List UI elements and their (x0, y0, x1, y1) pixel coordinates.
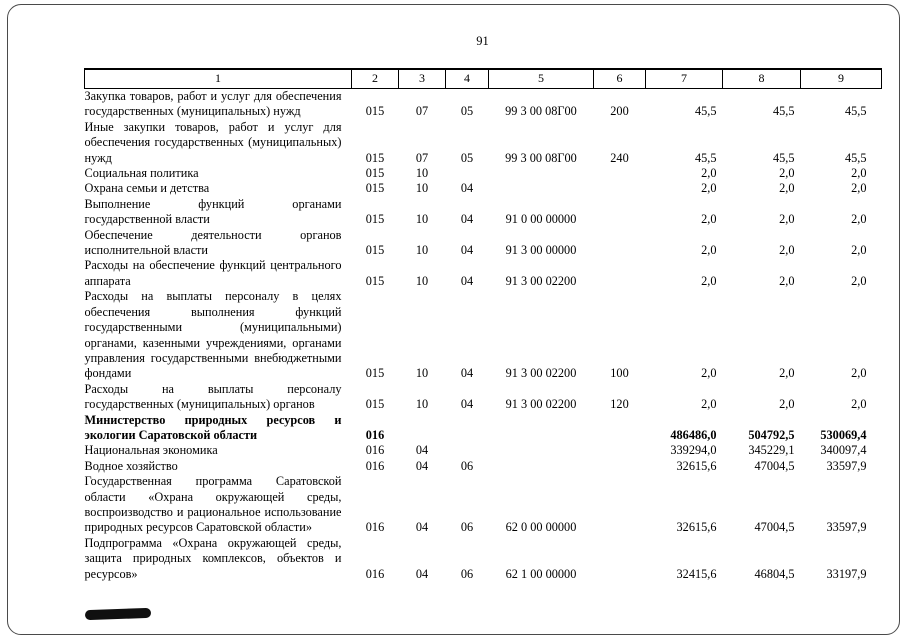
row-description: Подпрограмма «Охрана окружающей среды, защита природных комплексов, объектов и ресурсов» (84, 535, 342, 581)
row-cell: 33597,9 (826, 520, 867, 535)
table-row (85, 120, 882, 166)
row-cell: 99 3 00 08Г00 (505, 150, 577, 165)
table-header (85, 69, 882, 89)
table-row (85, 166, 882, 181)
row-cell: 120 (610, 397, 629, 412)
row-description: Расходы на выплаты персоналу в целях обеспечения выполнения функций государственными (муниципальными) органами, казенными учреждениями, органами управления государственными внебюджетными фондами (84, 289, 342, 381)
row-cell: 015 (365, 104, 385, 119)
row-cell (489, 443, 594, 458)
row-cell: 015 (365, 243, 385, 258)
row-cell: 91 3 00 00000 (505, 243, 577, 258)
row-description: Выполнение функций органами государственной власти (84, 196, 342, 227)
row-cell: 06 (460, 458, 474, 473)
row-cell (594, 166, 646, 181)
row-cell: 015 (365, 166, 385, 181)
row-description: Расходы на выплаты персоналу государственных (муниципальных) органов (84, 381, 342, 412)
column-header-2: 2 (352, 69, 399, 89)
row-cell: 486486,0 (670, 427, 717, 442)
row-cell: 530069,4 (820, 427, 867, 442)
row-cell: 62 1 00 00000 (505, 566, 577, 581)
row-description: Министерство природных ресурсов и экологии Саратовской области (84, 412, 342, 442)
row-cell: 10 (415, 181, 429, 196)
row-cell: 33597,9 (826, 458, 867, 473)
row-cell: 32615,6 (676, 520, 717, 535)
row-cell: 04 (460, 212, 474, 227)
row-cell (489, 166, 594, 181)
row-cell (594, 197, 646, 228)
row-cell (446, 166, 489, 181)
row-description: Охрана семьи и детства (84, 181, 210, 196)
row-cell: 2,0 (851, 166, 867, 181)
table-row (85, 536, 882, 582)
row-cell: 45,5 (772, 104, 795, 119)
row-cell: 340097,4 (820, 443, 867, 458)
row-cell: 05 (460, 104, 474, 119)
row-cell (594, 228, 646, 259)
table-row (85, 289, 882, 381)
row-cell: 2,0 (851, 397, 867, 412)
row-cell: 10 (415, 397, 429, 412)
row-cell: 04 (415, 520, 429, 535)
row-cell: 10 (415, 212, 429, 227)
row-cell: 45,5 (772, 150, 795, 165)
row-cell: 62 0 00 00000 (505, 520, 577, 535)
row-cell: 32415,6 (676, 566, 717, 581)
row-cell: 10 (415, 273, 429, 288)
table-header-row (85, 69, 882, 89)
row-cell: 91 0 00 00000 (505, 212, 577, 227)
row-cell: 2,0 (851, 212, 867, 227)
row-cell (446, 413, 489, 444)
row-cell: 33197,9 (826, 566, 867, 581)
row-cell: 015 (365, 150, 385, 165)
row-cell: 45,5 (844, 104, 867, 119)
row-description: Закупка товаров, работ и услуг для обеспечения государственных (муниципальных) нужд (84, 89, 342, 119)
row-cell: 015 (365, 181, 385, 196)
row-cell: 07 (415, 104, 429, 119)
row-cell: 240 (610, 150, 629, 165)
row-cell: 46804,5 (754, 566, 795, 581)
row-cell: 016 (365, 520, 385, 535)
row-cell: 2,0 (701, 366, 717, 381)
row-cell (594, 536, 646, 582)
table-row (85, 443, 882, 458)
row-cell: 45,5 (844, 150, 867, 165)
row-cell (594, 258, 646, 289)
column-header-7: 7 (646, 69, 723, 89)
row-cell: 015 (365, 212, 385, 227)
column-header-1: 1 (85, 69, 352, 89)
row-cell: 015 (365, 273, 385, 288)
row-cell: 04 (460, 243, 474, 258)
row-cell: 05 (460, 150, 474, 165)
row-cell: 99 3 00 08Г00 (505, 104, 577, 119)
row-cell: 2,0 (701, 397, 717, 412)
scan-artifact-mark (85, 608, 151, 620)
row-cell (489, 459, 594, 474)
table-row (85, 181, 882, 196)
row-cell (489, 181, 594, 196)
row-cell: 06 (460, 566, 474, 581)
row-cell (594, 459, 646, 474)
row-cell: 2,0 (701, 181, 717, 196)
row-cell: 016 (365, 458, 385, 473)
row-cell: 04 (460, 366, 474, 381)
row-cell: 07 (415, 150, 429, 165)
row-cell: 10 (415, 243, 429, 258)
table-body (85, 89, 882, 583)
budget-table (84, 68, 882, 582)
row-cell: 06 (460, 520, 474, 535)
row-cell (594, 474, 646, 536)
row-cell: 47004,5 (754, 520, 795, 535)
row-cell (446, 443, 489, 458)
column-header-8: 8 (723, 69, 801, 89)
row-description: Национальная экономика (84, 443, 218, 458)
row-cell: 2,0 (701, 243, 717, 258)
column-header-5: 5 (489, 69, 594, 89)
row-cell: 2,0 (779, 366, 795, 381)
row-cell (594, 413, 646, 444)
row-cell: 10 (415, 366, 429, 381)
row-cell: 2,0 (851, 181, 867, 196)
row-cell: 015 (365, 366, 385, 381)
row-cell: 015 (365, 397, 385, 412)
column-header-4: 4 (446, 69, 489, 89)
row-cell: 47004,5 (754, 458, 795, 473)
row-description: Водное хозяйство (84, 458, 178, 473)
row-cell: 45,5 (694, 150, 717, 165)
row-cell: 91 3 00 02200 (505, 397, 577, 412)
row-cell: 504792,5 (748, 427, 795, 442)
row-cell (594, 181, 646, 196)
row-cell: 45,5 (694, 104, 717, 119)
row-cell: 04 (460, 273, 474, 288)
row-cell: 2,0 (851, 366, 867, 381)
row-cell: 2,0 (701, 212, 717, 227)
row-cell (594, 443, 646, 458)
table-row (85, 382, 882, 413)
row-cell: 2,0 (779, 166, 795, 181)
row-cell: 200 (610, 104, 629, 119)
row-cell: 2,0 (779, 243, 795, 258)
table-row (85, 228, 882, 259)
row-cell: 32615,6 (676, 458, 717, 473)
row-cell: 100 (610, 366, 629, 381)
table-row (85, 459, 882, 474)
row-cell: 04 (415, 566, 429, 581)
table-row (85, 197, 882, 228)
row-description: Расходы на обеспечение функций центрального аппарата (84, 258, 342, 288)
table-row (85, 474, 882, 536)
row-description: Обеспечение деятельности органов исполнительной власти (84, 227, 342, 258)
row-cell: 2,0 (779, 273, 795, 288)
row-cell: 2,0 (701, 273, 717, 288)
row-cell: 345229,1 (748, 443, 795, 458)
row-cell: 04 (460, 181, 474, 196)
row-cell: 2,0 (701, 166, 717, 181)
row-cell: 04 (460, 397, 474, 412)
column-header-6: 6 (594, 69, 646, 89)
table-row (85, 413, 882, 444)
row-cell: 04 (415, 443, 429, 458)
row-description: Государственная программа Саратовской области «Охрана окружающей среды, воспроизводство и рациональное использование природных ресурсов Саратовской области» (84, 474, 342, 535)
row-cell: 91 3 00 02200 (505, 273, 577, 288)
row-cell: 10 (415, 166, 429, 181)
column-header-3: 3 (399, 69, 446, 89)
table-row (85, 258, 882, 289)
row-cell: 2,0 (851, 243, 867, 258)
row-description: Социальная политика (84, 166, 199, 181)
row-cell: 016 (365, 566, 385, 581)
row-cell: 2,0 (779, 397, 795, 412)
row-cell (399, 413, 446, 444)
table-row (85, 89, 882, 120)
row-cell: 339294,0 (670, 443, 717, 458)
row-cell: 2,0 (779, 212, 795, 227)
row-cell: 04 (415, 458, 429, 473)
row-cell: 91 3 00 02200 (505, 366, 577, 381)
row-cell: 2,0 (779, 181, 795, 196)
row-cell: 016 (365, 443, 385, 458)
page-number: 91 (476, 34, 489, 48)
row-cell: 2,0 (851, 273, 867, 288)
row-cell (489, 413, 594, 444)
row-description: Иные закупки товаров, работ и услуг для обеспечения государственных (муниципальных) нужд (84, 119, 342, 165)
column-header-9: 9 (801, 69, 882, 89)
row-cell: 016 (365, 427, 385, 442)
